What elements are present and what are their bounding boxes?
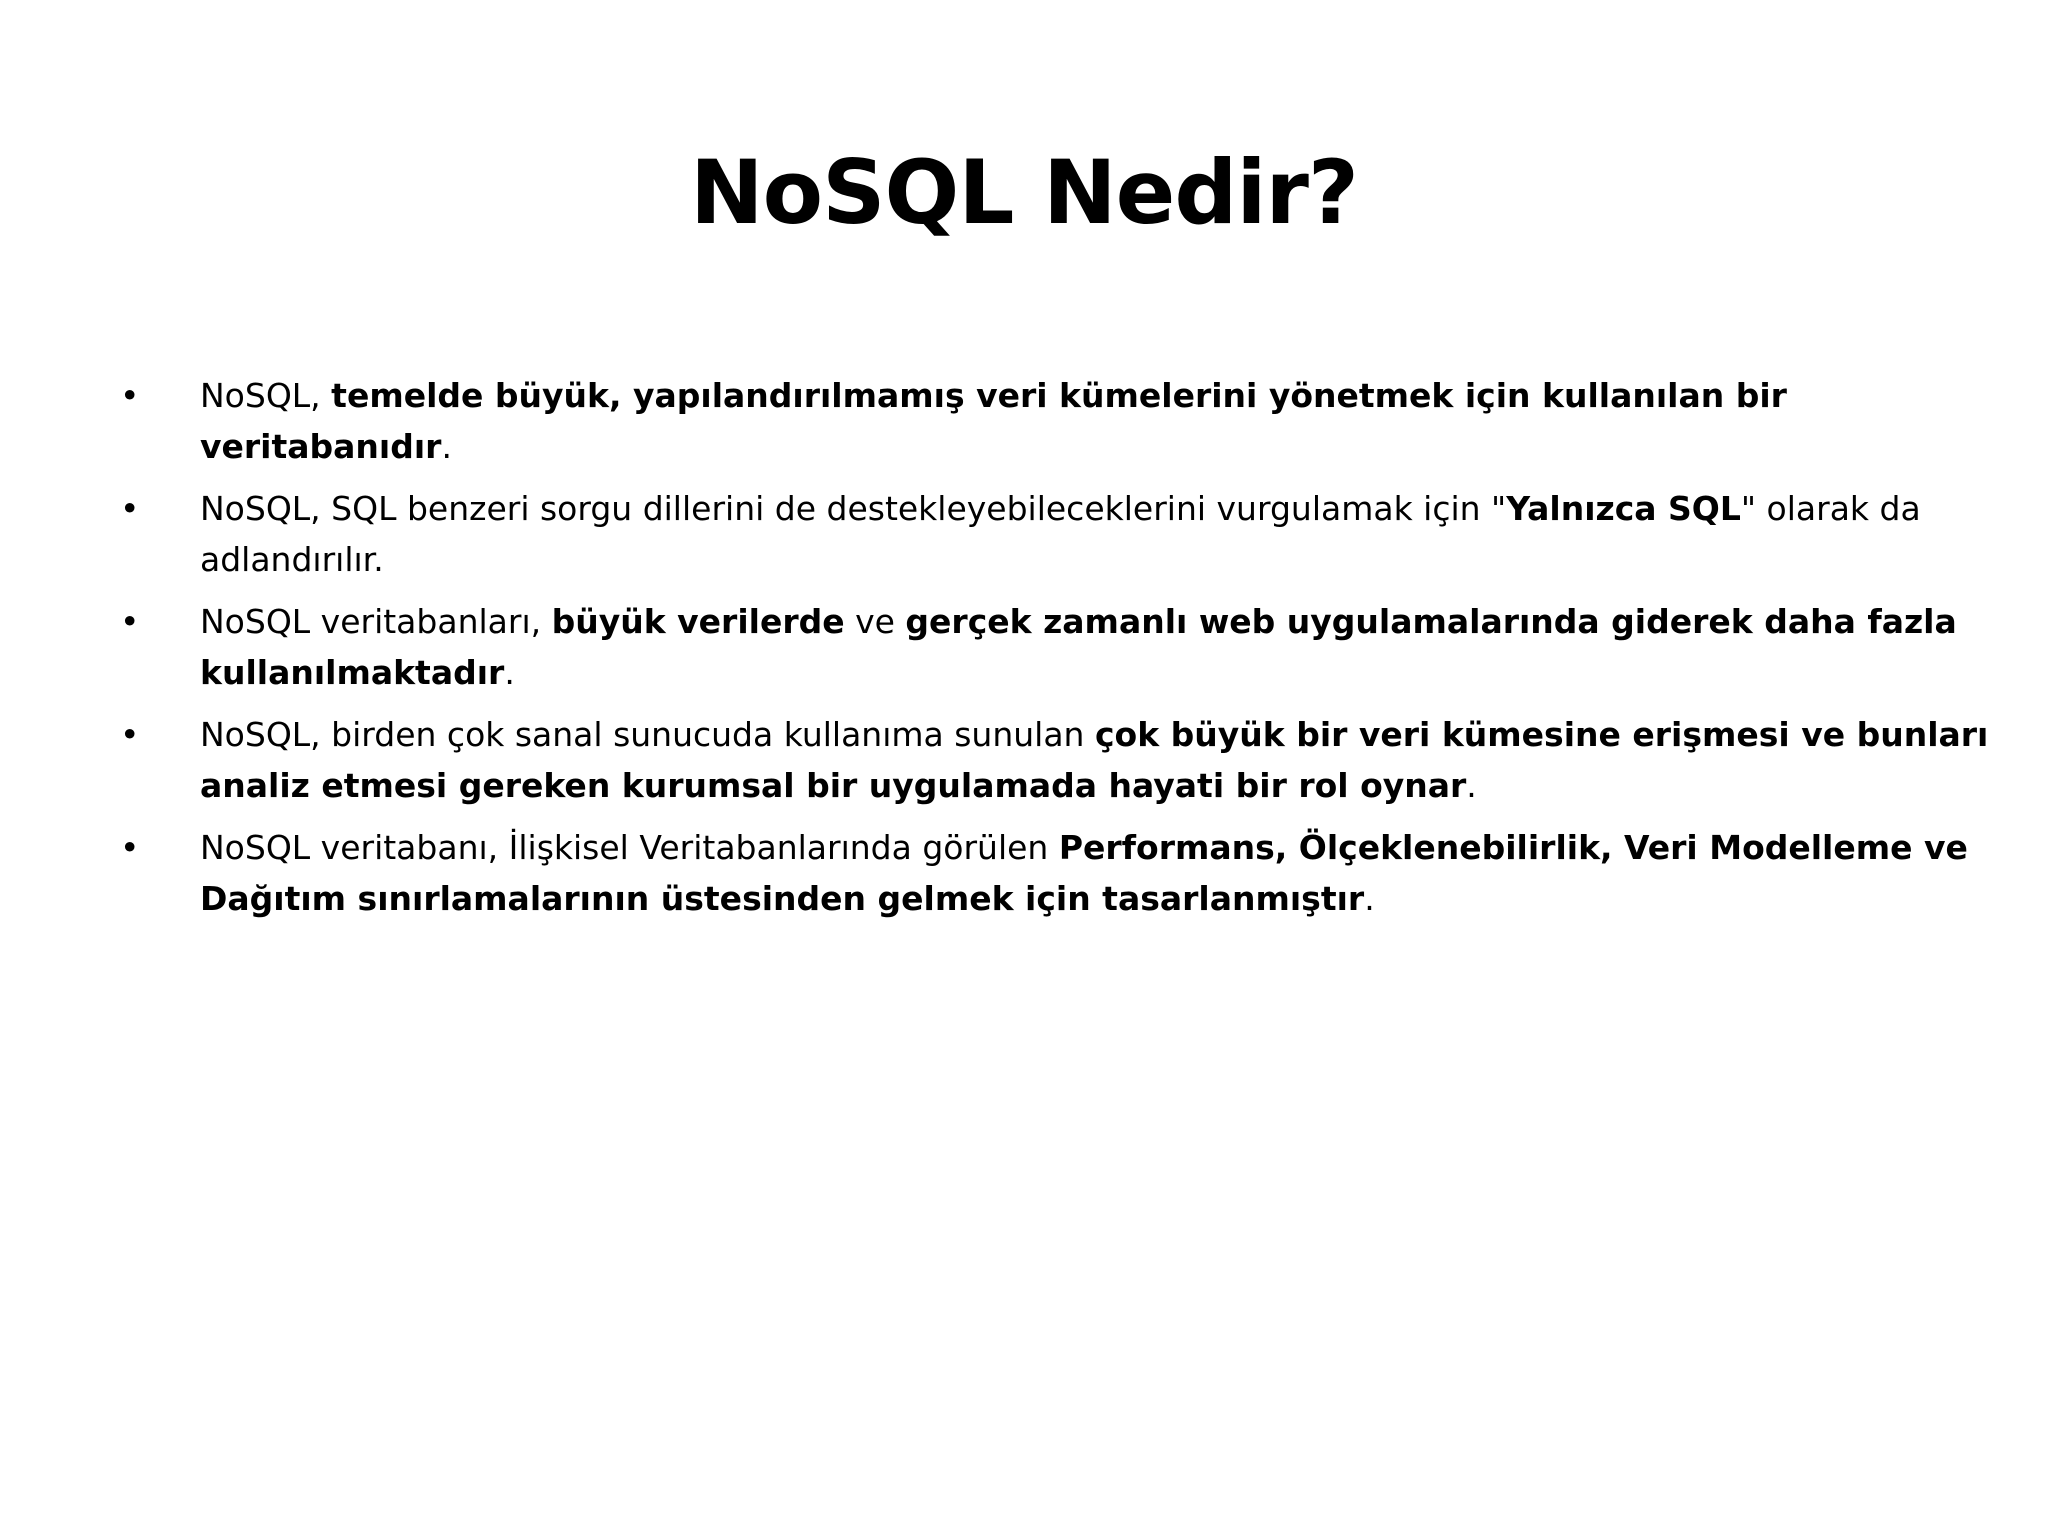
text-segment: " olarak da adlandırılır. xyxy=(200,489,1921,579)
text-segment: . xyxy=(1466,766,1477,805)
bold-text-segment: Yalnızca SQL xyxy=(1506,489,1741,528)
bold-text-segment: temelde büyük, yapılandırılmamış veri kümelerini yönetmek için kullanılan bir veritabanıdır xyxy=(200,376,1787,466)
bullet-dot-icon: • xyxy=(120,602,140,641)
text-segment: . xyxy=(441,427,452,466)
slide-title: NoSQL Nedir? xyxy=(690,141,1358,244)
text-segment: ve xyxy=(844,602,906,641)
bold-text-segment: gerçek zamanlı web uygulamalarında giderek daha fazla kullanılmaktadır xyxy=(200,602,1957,692)
text-segment: NoSQL veritabanları, xyxy=(200,602,552,641)
bullet-dot-icon: • xyxy=(120,828,140,867)
bold-text-segment: çok büyük bir veri kümesine erişmesi ve bunları analiz etmesi gereken kurumsal bir uygulamada hayati bir rol oynar xyxy=(200,715,1989,805)
text-segment: NoSQL veritabanı, İlişkisel Veritabanlarında görülen xyxy=(200,828,1059,867)
bullet-text xyxy=(200,715,1988,805)
bullet-text xyxy=(200,828,1968,918)
text-segment: NoSQL, SQL benzeri sorgu dillerini de destekleyebileceklerini vurgulamak için " xyxy=(200,489,1507,528)
bullet-text xyxy=(200,376,1787,466)
bullet-item xyxy=(120,596,2000,698)
bullet-list xyxy=(120,370,2000,935)
bullet-text xyxy=(200,489,1921,579)
bullet-item xyxy=(120,370,2000,472)
bullet-dot-icon: • xyxy=(120,376,140,415)
text-segment: NoSQL, xyxy=(200,376,332,415)
bullet-dot-icon: • xyxy=(120,715,140,754)
bullet-item xyxy=(120,822,2000,924)
bullet-item xyxy=(120,709,2000,811)
bullet-dot-icon: • xyxy=(120,489,140,528)
bold-text-segment: büyük verilerde xyxy=(551,602,845,641)
bullet-item xyxy=(120,483,2000,585)
text-segment: NoSQL, birden çok sanal sunucuda kullanıma sunulan xyxy=(200,715,1095,754)
bold-text-segment: Performans, Ölçeklenebilirlik, Veri Modelleme ve Dağıtım sınırlamalarının üstesinden gelmek için tasarlanmıştır xyxy=(200,828,1968,918)
bullet-text xyxy=(200,602,1957,692)
text-segment: . xyxy=(1364,879,1375,918)
text-segment: . xyxy=(504,653,515,692)
